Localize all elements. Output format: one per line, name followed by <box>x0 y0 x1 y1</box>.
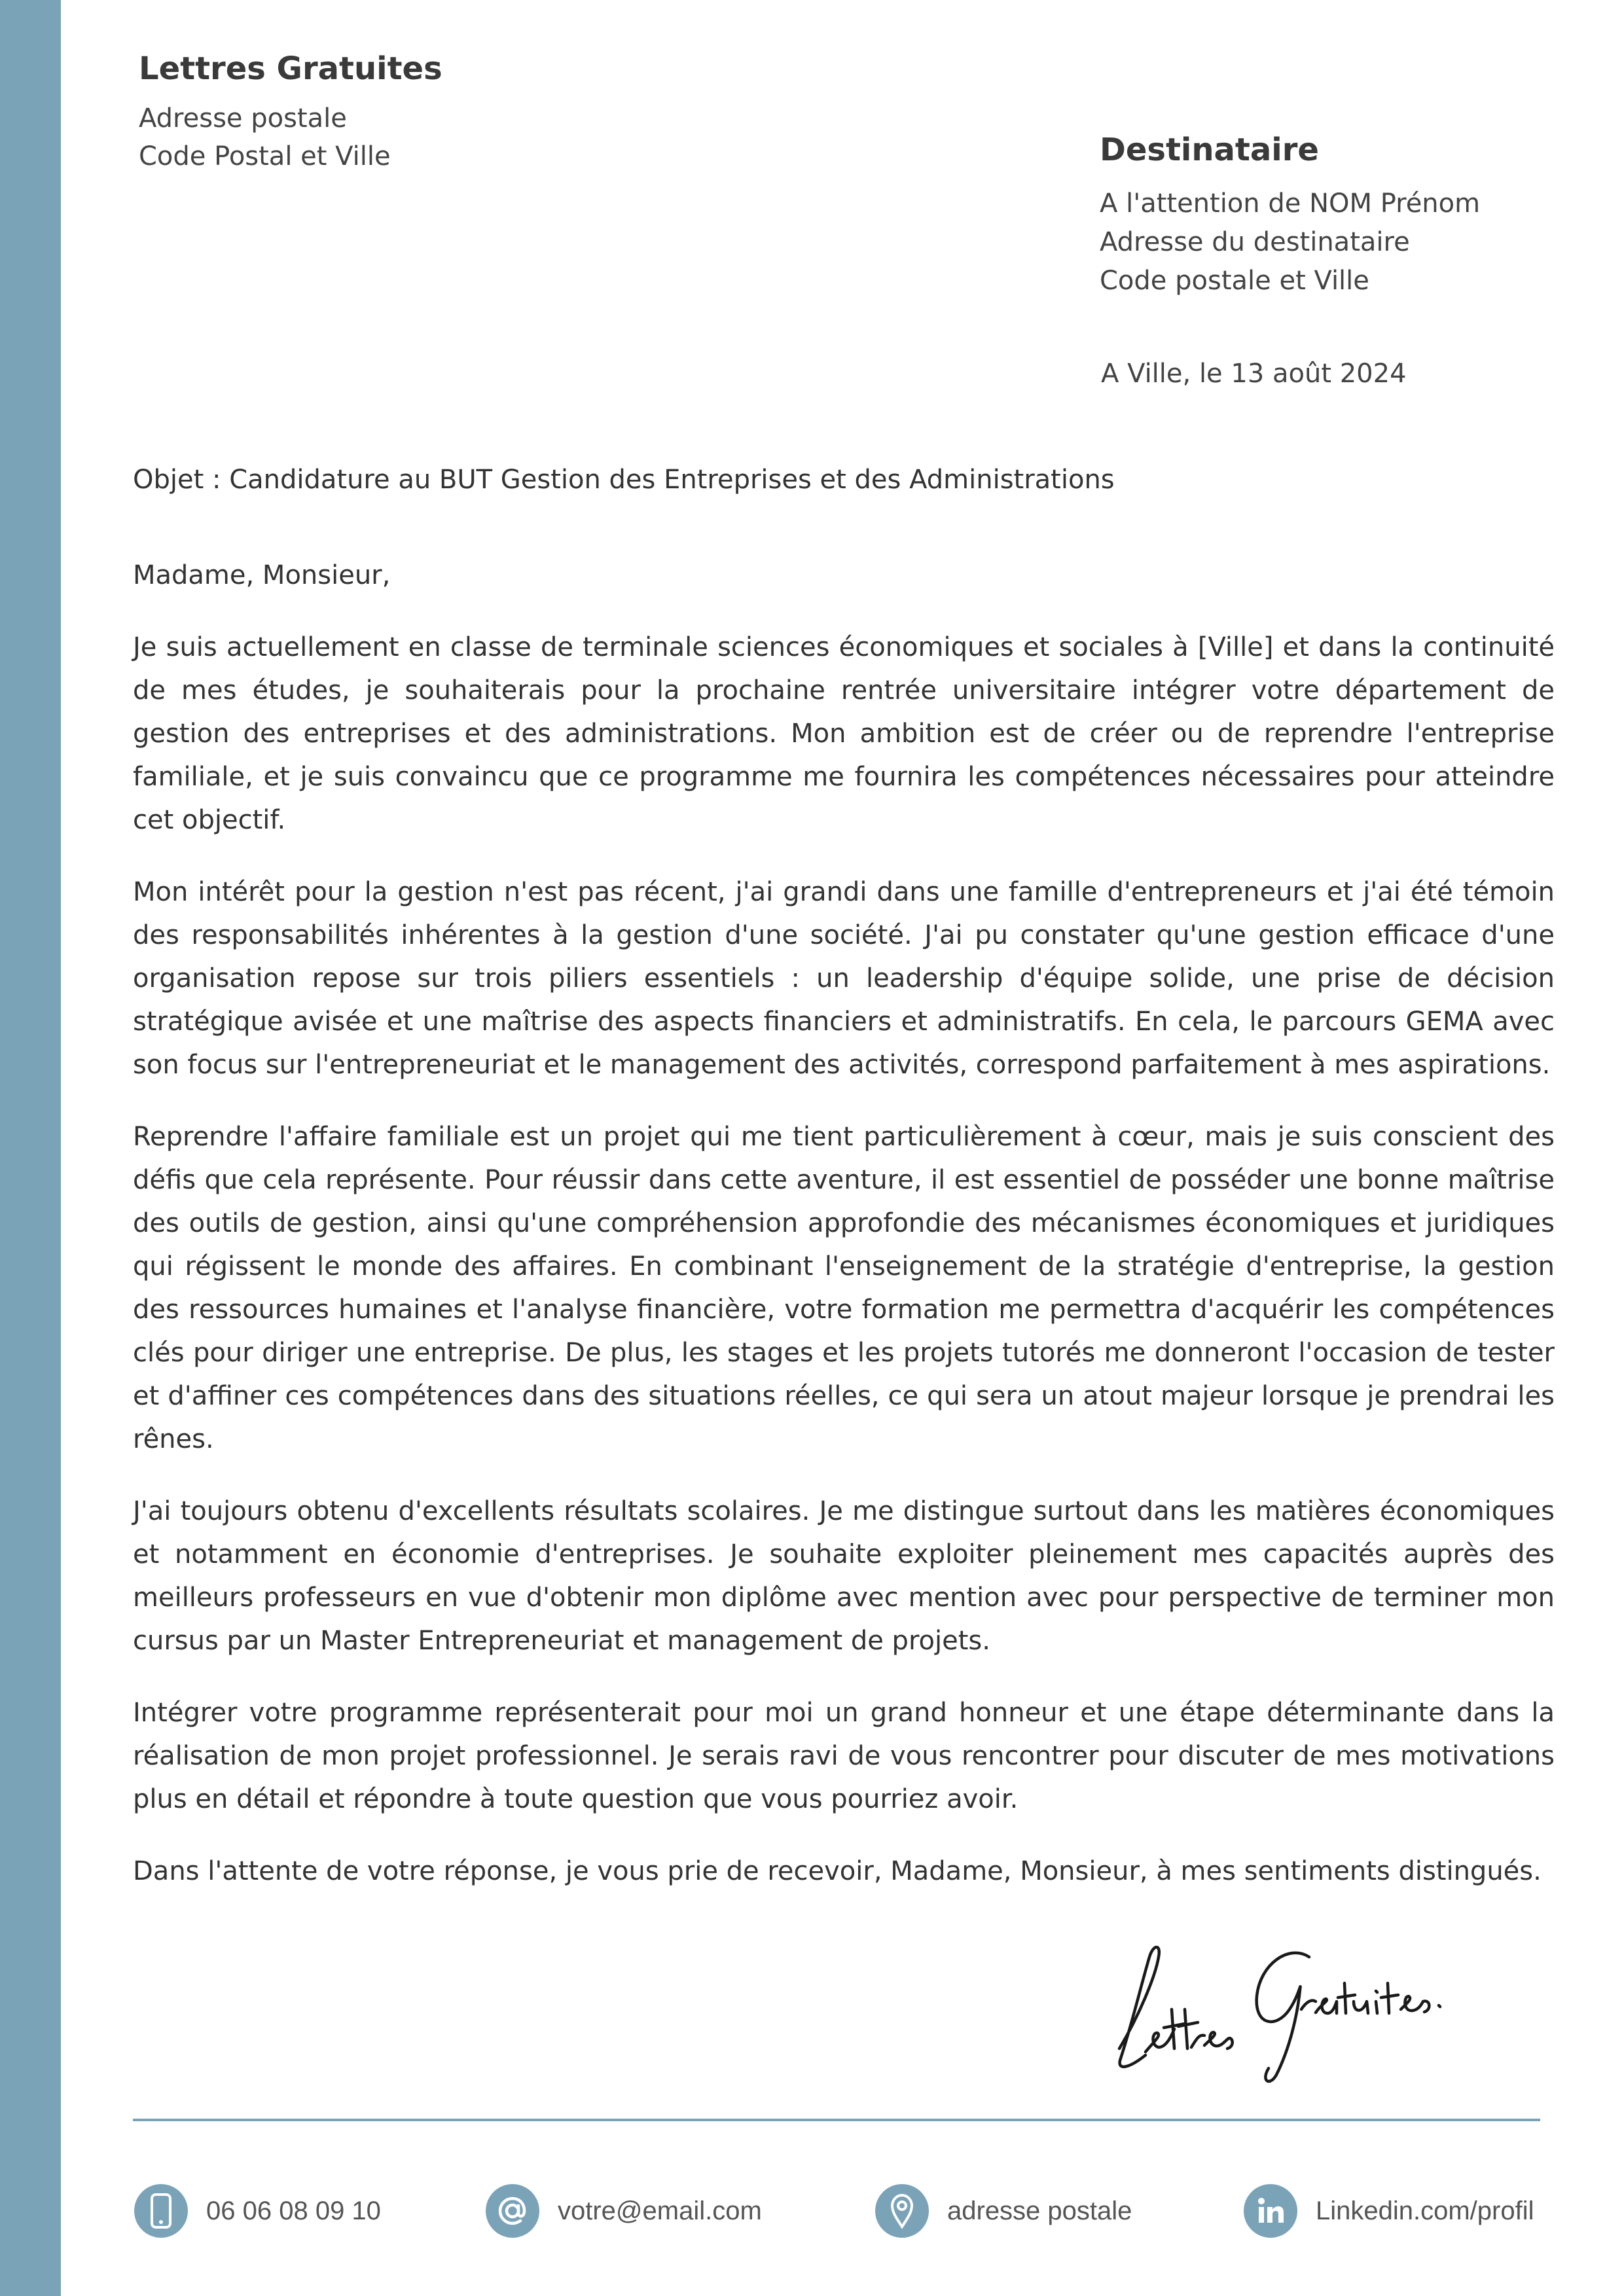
recipient-address: Adresse du destinataire <box>1100 227 1410 257</box>
letter-subject: Objet : Candidature au BUT Gestion des Entreprises et des Administrations <box>133 465 1115 495</box>
phone-number: 06 06 08 09 10 <box>206 2196 381 2225</box>
at-sign-icon <box>486 2184 539 2238</box>
recipient-block <box>1100 128 1571 300</box>
handwritten-signature <box>1093 1918 1486 2088</box>
letter-paragraph: Intégrer votre programme représenterait pour moi un grand honneur et une étape déterminante dans la réalisation de mon projet professionnel. Je serais ravi de vous rencontrer pour discuter de mes motivations plus en détail et répondre à toute question que vous pourriez avoir. <box>133 1698 1555 1814</box>
postal-address: adresse postale <box>947 2196 1132 2225</box>
letter-date: A Ville, le 13 août 2024 <box>1101 359 1407 389</box>
footer-divider <box>133 2119 1540 2121</box>
recipient-attention: A l'attention de NOM Prénom <box>1100 188 1481 219</box>
letter-body <box>133 458 1555 1893</box>
letter-paragraph: Mon intérêt pour la gestion n'est pas récent, j'ai grandi dans une famille d'entrepreneurs et j'ai été témoin des responsabilités inhérentes à la gestion d'une société. J'ai pu constater qu'une gestion efficace d'une organisation repose sur trois piliers essentiels : un leadership d'équipe solide, une prise de décision stratégique avisée et une maîtrise des aspects financiers et administratifs. En cela, le parcours GEMA avec son focus sur l'entrepreneuriat et le management des activités, correspond parfaitement à mes aspirations. <box>133 877 1555 1080</box>
location-pin-icon <box>875 2184 929 2238</box>
footer-email[interactable] <box>486 2181 762 2240</box>
letter-paragraph: Je suis actuellement en classe de terminale sciences économiques et sociales à [Ville] et dans la continuité de mes études, je souhaiterais pour la prochaine rentrée universitaire intégrer votre département de gestion des entreprises et des administrations. Mon ambition est de créer ou de reprendre l'entreprise familiale, et je suis convaincu que ce programme me fournira les compétences nécessaires pour atteindre cet objectif. <box>133 632 1555 835</box>
footer-phone <box>134 2181 381 2240</box>
letter-salutation: Madame, Monsieur, <box>133 560 391 590</box>
letter-paragraph: J'ai toujours obtenu d'excellents résultats scolaires. Je me distingue surtout dans les matières économiques et notamment en économie d'entreprises. Je souhaite exploiter pleinement mes capacités auprès des meilleurs professeurs en vue d'obtenir mon diplôme avec mention avec pour perspective de terminer mon cursus par un Master Entrepreneuriat et management de projets. <box>133 1496 1555 1656</box>
sender-name: Lettres Gratuites <box>139 50 442 87</box>
email-address[interactable]: votre@email.com <box>558 2196 762 2225</box>
sender-block <box>139 47 793 175</box>
recipient-title: Destinataire <box>1100 132 1319 168</box>
sender-city: Code Postal et Ville <box>139 141 391 171</box>
footer-linkedin[interactable] <box>1244 2181 1534 2240</box>
side-accent-band <box>0 0 61 2296</box>
letter-closing: Dans l'attente de votre réponse, je vous prie de recevoir, Madame, Monsieur, à mes sentiments distingués. <box>133 1856 1542 1886</box>
footer-address <box>875 2181 1132 2240</box>
sender-address: Adresse postale <box>139 103 347 134</box>
letter-paragraph: Reprendre l'affaire familiale est un projet qui me tient particulièrement à cœur, mais je suis conscient des défis que cela représente. Pour réussir dans cette aventure, il est essentiel de posséder une bonne maîtrise des outils de gestion, ainsi qu'une compréhension approfondie des mécanismes économiques et juridiques qui régissent le monde des affaires. En combinant l'enseignement de la stratégie d'entreprise, la gestion des ressources humaines et l'analyse financière, votre formation me permettra d'acquérir les compétences clés pour diriger une entreprise. De plus, les stages et les projets tutorés me donneront l'occasion de tester et d'affiner ces compétences dans des situations réelles, ce qui sera un atout majeur lorsque je prendrai les rênes. <box>133 1122 1555 1454</box>
linkedin-url[interactable]: Linkedin.com/profil <box>1316 2196 1534 2225</box>
recipient-city: Code postale et Ville <box>1100 266 1369 296</box>
phone-icon <box>134 2184 188 2238</box>
linkedin-icon <box>1244 2184 1297 2238</box>
